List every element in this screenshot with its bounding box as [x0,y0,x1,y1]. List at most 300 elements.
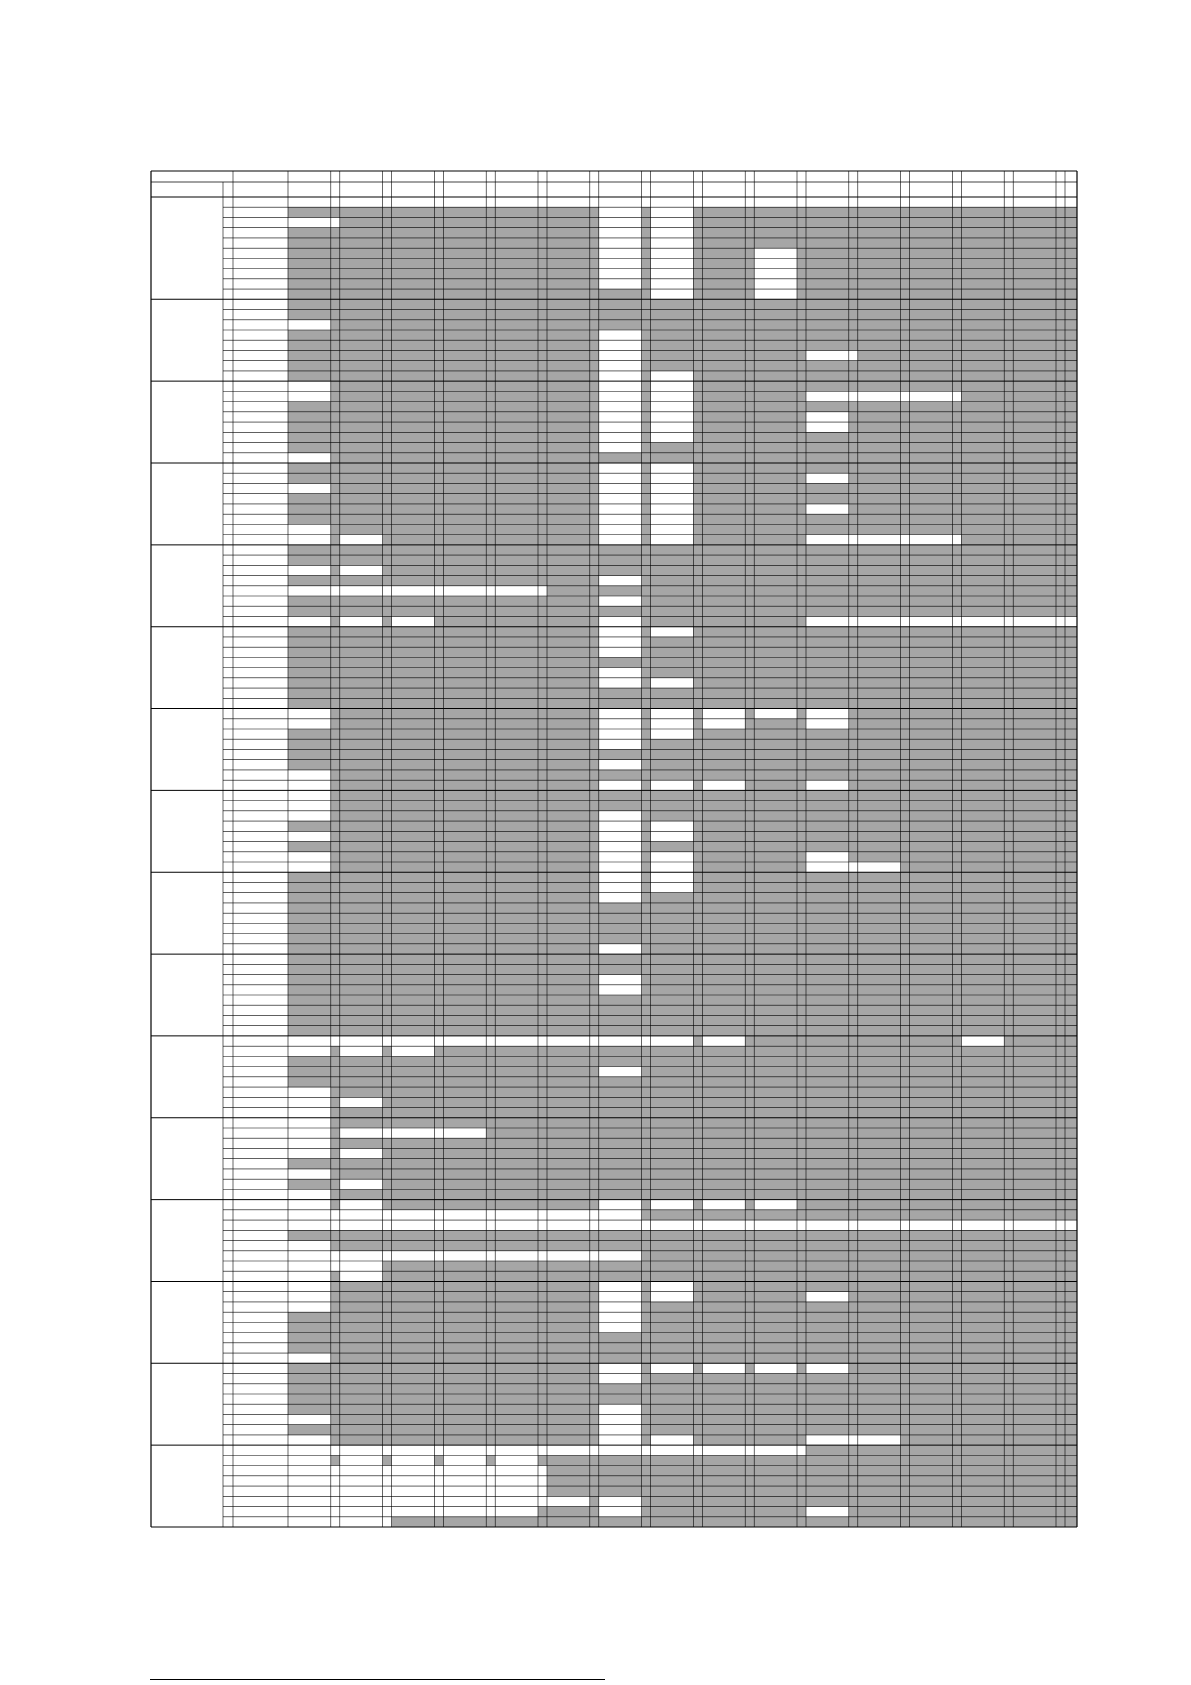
table-cell [754,1486,797,1496]
table-cell [745,1179,754,1189]
table-cell [1013,494,1056,504]
table-cell [443,1476,486,1486]
table-cell [1004,903,1013,913]
table-cell [858,985,901,995]
table-cell [1013,1077,1056,1087]
table-cell [495,944,538,954]
table-cell [651,1435,694,1445]
table-cell [952,1261,961,1271]
table-cell [590,1302,599,1312]
table-cell [1004,1179,1013,1189]
table-cell [547,954,590,964]
table-cell [288,402,331,412]
table-cell [1065,1445,1077,1455]
table-cell [642,821,651,831]
table-cell [1013,1087,1056,1097]
table-cell [538,1414,547,1424]
table-cell [797,228,806,238]
table-cell [590,862,599,872]
table-cell [806,391,849,401]
table-cell [547,371,590,381]
table-cell [1065,770,1077,780]
table-cell [702,1159,745,1169]
table-cell [1065,913,1077,923]
table-cell [331,1404,340,1414]
table-cell [745,371,754,381]
table-cell [495,1108,538,1118]
table-cell [901,545,910,555]
table-cell [288,1384,331,1394]
table-cell [702,524,745,534]
table-cell [288,770,331,780]
table-cell [910,1322,953,1332]
table-cell [858,1271,901,1281]
table-cell [288,576,331,586]
table-cell [486,545,495,555]
table-cell [443,668,486,678]
table-cell [806,310,849,320]
table-cell [849,801,858,811]
table-cell [754,320,797,330]
table-cell [642,1363,651,1373]
table-cell [806,1455,849,1465]
table-cell [1013,1097,1056,1107]
table-cell [702,934,745,944]
table-cell [1004,1148,1013,1158]
table-cell [901,1241,910,1251]
table-cell [745,1189,754,1199]
table-cell [331,1271,340,1281]
table-cell [486,1056,495,1066]
table-cell [1065,985,1077,995]
table-cell [434,1394,443,1404]
table-cell [443,688,486,698]
table-cell [443,627,486,637]
table-cell [693,1414,702,1424]
table-cell [547,269,590,279]
table-cell [901,1056,910,1066]
table-cell [797,678,806,688]
table-cell [340,1230,383,1240]
table-cell [952,1046,961,1056]
table-cell [849,739,858,749]
table-cell [806,1496,849,1506]
table-cell [590,494,599,504]
table-cell [547,709,590,719]
table-cell [702,668,745,678]
table-cell [651,1414,694,1424]
table-cell [849,1169,858,1179]
table-cell [1065,1046,1077,1056]
table-cell [797,524,806,534]
table-cell [961,913,1004,923]
table-cell [797,269,806,279]
table-cell [910,1005,953,1015]
table-cell [806,872,849,882]
table-cell [538,882,547,892]
table-cell [340,1312,383,1322]
table-cell [1004,688,1013,698]
table-cell [702,1261,745,1271]
table-cell [702,453,745,463]
table-cell [745,975,754,985]
table-cell [797,985,806,995]
table-cell [486,811,495,821]
table-cell [486,1179,495,1189]
table-cell [547,1108,590,1118]
table-cell [961,1517,1004,1527]
table-cell [745,565,754,575]
table-cell [961,1077,1004,1087]
table-cell [538,330,547,340]
table-cell [590,678,599,688]
table-cell [288,371,331,381]
table-cell [952,811,961,821]
table-cell [1013,1374,1056,1384]
table-cell [1013,678,1056,688]
table-cell [1013,1507,1056,1517]
table-cell [434,1220,443,1230]
table-cell [288,801,331,811]
table-cell [547,1496,590,1506]
table-cell [486,412,495,422]
table-cell [288,709,331,719]
table-cell [547,463,590,473]
table-cell [651,1486,694,1496]
table-cell [797,1189,806,1199]
table-cell [383,473,392,483]
table-cell [1013,576,1056,586]
table-cell [858,320,901,330]
table-cell [642,985,651,995]
table-cell [340,770,383,780]
table-cell [702,975,745,985]
table-cell [392,985,435,995]
table-cell [952,1210,961,1220]
table-cell [443,555,486,565]
table-cell [702,432,745,442]
table-cell [745,678,754,688]
table-cell [392,596,435,606]
table-cell [590,586,599,596]
table-cell [495,985,538,995]
table-cell [590,1384,599,1394]
table-cell [599,463,642,473]
table-cell [1065,228,1077,238]
table-cell [340,391,383,401]
table-cell [806,1210,849,1220]
table-cell [288,1445,331,1455]
table-cell [288,1026,331,1036]
table-cell [495,790,538,800]
table-cell [901,1455,910,1465]
table-cell [849,1353,858,1363]
table-cell [642,882,651,892]
table-cell [806,903,849,913]
table-cell [1004,1118,1013,1128]
table-cell [1013,453,1056,463]
table-cell [538,1281,547,1291]
table-cell [693,565,702,575]
table-cell [901,657,910,667]
table-cell [443,330,486,340]
table-cell [392,310,435,320]
table-cell [910,1363,953,1373]
table-cell [538,545,547,555]
table-cell [1013,709,1056,719]
table-cell [797,1363,806,1373]
table-cell [702,637,745,647]
table-cell [331,1343,340,1353]
table-cell [702,361,745,371]
table-cell [1056,770,1065,780]
table-cell [849,1108,858,1118]
table-cell [547,565,590,575]
table-cell [331,545,340,555]
table-cell [1013,913,1056,923]
table-cell [754,647,797,657]
table-cell [961,903,1004,913]
table-cell [486,852,495,862]
table-cell [331,985,340,995]
table-cell [538,1118,547,1128]
table-cell [952,637,961,647]
table-cell [495,1097,538,1107]
table-cell [547,576,590,586]
table-cell [849,1026,858,1036]
table-cell [331,749,340,759]
table-cell [1004,842,1013,852]
table-cell [443,1271,486,1281]
table-cell [443,299,486,309]
table-cell [858,1507,901,1517]
table-cell [858,1015,901,1025]
table-cell [1056,483,1065,493]
table-cell [288,1118,331,1128]
table-cell [538,412,547,422]
table-cell [1065,1322,1077,1332]
table-cell [797,975,806,985]
table-cell [961,790,1004,800]
table-cell [754,1005,797,1015]
table-cell [1056,1292,1065,1302]
table-cell [797,1200,806,1210]
table-cell [495,1466,538,1476]
table-cell [340,1517,383,1527]
table-cell [495,1200,538,1210]
table-cell [745,1077,754,1087]
table-cell [1013,637,1056,647]
table-cell [651,964,694,974]
table-cell [443,565,486,575]
table-cell [858,872,901,882]
table-cell [547,688,590,698]
table-cell [383,729,392,739]
table-cell [590,207,599,217]
table-cell [486,668,495,678]
table-cell [961,1292,1004,1302]
table-cell [1013,760,1056,770]
table-cell [952,1384,961,1394]
table-cell [849,320,858,330]
table-cell [443,494,486,504]
table-cell [702,1476,745,1486]
table-cell [651,1210,694,1220]
table-cell [1004,197,1013,207]
table-cell [538,586,547,596]
table-cell [331,760,340,770]
table-cell [702,749,745,759]
table-cell [443,1384,486,1394]
table-cell [651,504,694,514]
table-cell [1056,1374,1065,1384]
table-cell [642,422,651,432]
table-cell [340,1159,383,1169]
table-cell [651,1067,694,1077]
table-cell [434,545,443,555]
table-cell [331,1322,340,1332]
table-cell [806,729,849,739]
table-cell [288,1251,331,1261]
table-cell [952,596,961,606]
table-cell [797,913,806,923]
table-cell [1013,821,1056,831]
table-cell [961,535,1004,545]
table-cell [693,995,702,1005]
table-cell [745,1159,754,1169]
table-cell [797,555,806,565]
table-cell [590,872,599,882]
table-cell [340,1507,383,1517]
table-cell [642,197,651,207]
table-cell [1056,1056,1065,1066]
table-cell [547,770,590,780]
table-cell [392,1138,435,1148]
table-cell [952,801,961,811]
table-cell [702,1241,745,1251]
table-cell [1056,576,1065,586]
table-cell [1056,862,1065,872]
table-cell [495,269,538,279]
table-cell [797,1384,806,1394]
table-cell [288,1148,331,1158]
table-cell [858,1261,901,1271]
table-cell [495,923,538,933]
table-cell [443,279,486,289]
table-cell [642,228,651,238]
table-cell [745,903,754,913]
table-cell [849,831,858,841]
table-cell [806,893,849,903]
table-cell [806,207,849,217]
table-cell [443,545,486,555]
table-cell [599,923,642,933]
table-cell [1013,1261,1056,1271]
table-cell [651,258,694,268]
table-cell [745,514,754,524]
table-cell [547,862,590,872]
table-cell [383,207,392,217]
table-cell [434,1353,443,1363]
table-cell [745,811,754,821]
table-cell [1004,463,1013,473]
table-cell [754,1210,797,1220]
table-cell [806,1005,849,1015]
table-cell [1065,371,1077,381]
table-cell [443,1261,486,1271]
table-cell [1013,473,1056,483]
table-cell [849,923,858,933]
table-cell [538,299,547,309]
table-cell [1056,514,1065,524]
table-cell [693,1118,702,1128]
table-cell [443,422,486,432]
table-cell [383,739,392,749]
table-cell [340,1414,383,1424]
table-cell [443,1394,486,1404]
table-cell [961,1015,1004,1025]
table-cell [547,627,590,637]
table-cell [702,258,745,268]
table-cell [443,831,486,841]
table-cell [1056,1046,1065,1056]
table-cell [952,1251,961,1261]
table-cell [590,944,599,954]
table-cell [642,483,651,493]
table-cell [495,698,538,708]
table-cell [383,361,392,371]
table-cell [745,1087,754,1097]
table-cell [1056,780,1065,790]
table-cell [288,657,331,667]
table-cell [754,1271,797,1281]
table-cell [495,739,538,749]
table-cell [961,320,1004,330]
table-cell [910,770,953,780]
table-cell [1004,678,1013,688]
table-cell [434,954,443,964]
table-cell [961,1210,1004,1220]
table-cell [383,1455,392,1465]
table-cell [858,453,901,463]
table-cell [1004,422,1013,432]
table-cell [1056,1189,1065,1199]
table-cell [693,1148,702,1158]
table-cell [288,555,331,565]
table-cell [642,269,651,279]
table-cell [590,954,599,964]
table-cell [495,780,538,790]
table-cell [754,749,797,759]
table-cell [547,1394,590,1404]
table-cell [745,504,754,514]
table-cell [651,1322,694,1332]
table-cell [392,1414,435,1424]
table-cell [495,668,538,678]
table-cell [642,1496,651,1506]
table-cell [1004,698,1013,708]
table-cell [702,1200,745,1210]
table-cell [754,1517,797,1527]
table-cell [1065,248,1077,258]
table-cell [486,893,495,903]
table-cell [434,1363,443,1373]
table-cell [383,1271,392,1281]
table-cell [331,790,340,800]
table-cell [383,1077,392,1087]
table-cell [538,1394,547,1404]
table-cell [642,739,651,749]
